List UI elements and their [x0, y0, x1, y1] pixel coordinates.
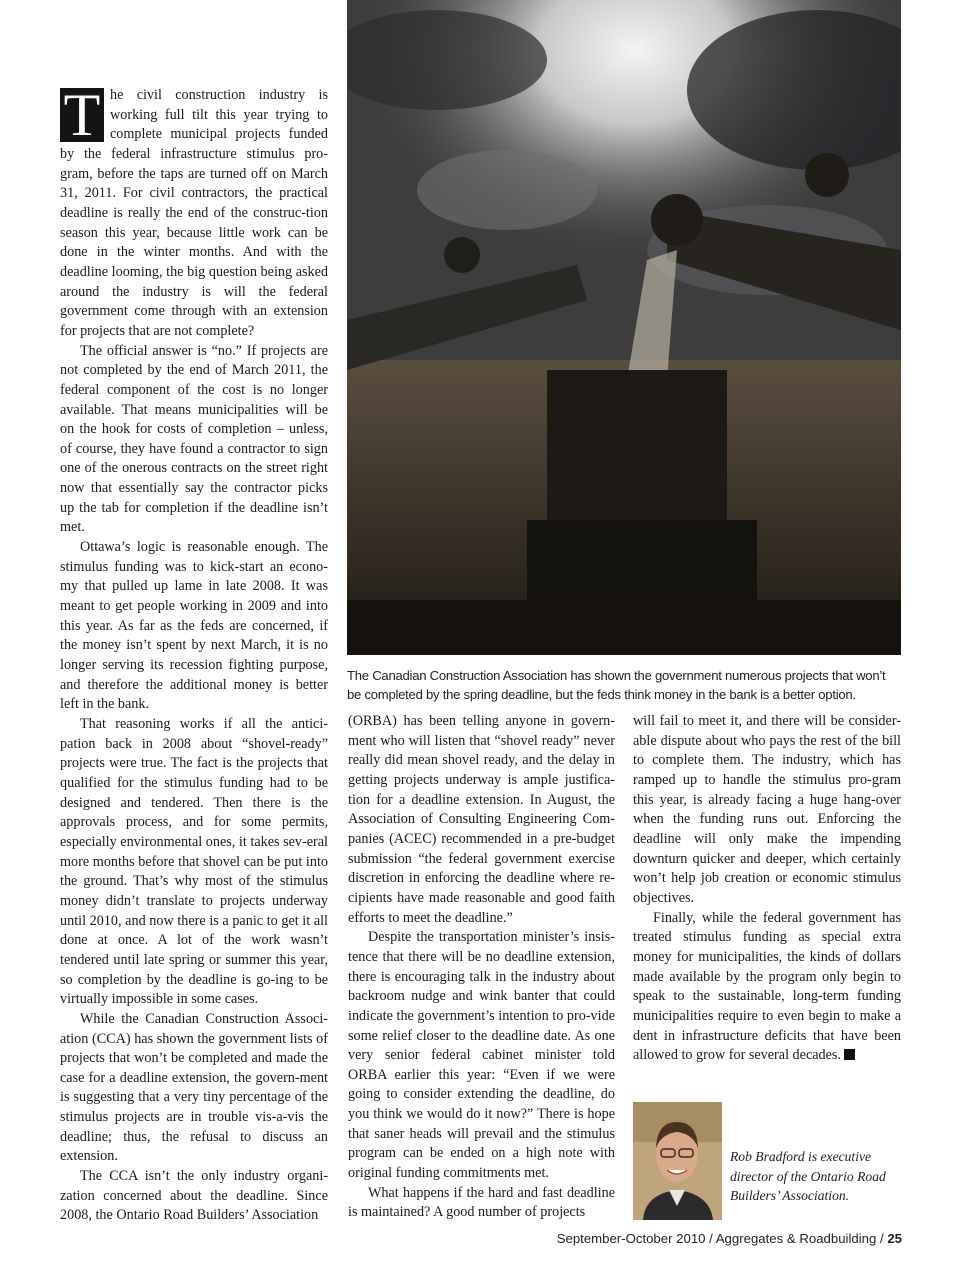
page-number: 25 — [887, 1231, 902, 1246]
paragraph: will fail to meet it, and there will be consider-able dispute about who pays the rest of the bill to complete them. The industry, which has ramped up to handle the stimulus pro-gram this year, is already facing a huge hang-over when the funding runs out. Enforcing the deadline will only make the impending downturn quicker and deeper, which certainly won’t help job creation or economic stimulus objectives. — [633, 713, 901, 906]
article-column-2 — [348, 712, 615, 1223]
paragraph: Ottawa’s logic is reasonable enough. The stimulus funding was to kick-start an econo-my that pulled up lame in late 2008. It was meant to get people working in 2009 and into this year. As far as the feds are concerned, if the money isn’t spent by next March, it is no longer serving its recession fighting purpose, and therefore the additional money is better left in the bank. — [60, 539, 328, 713]
paragraph: What happens if the hard and fast deadline is maintained? A good number of projects — [348, 1184, 615, 1221]
article-column-3 — [633, 712, 901, 1066]
author-headshot — [633, 1102, 722, 1220]
photo-caption: The Canadian Construction Association has shown the government numerous projects that won’t be completed by the spring deadline, but the feds think money in the bank is a better option. — [347, 668, 886, 702]
drop-cap: T — [60, 88, 104, 142]
conveyor-photo-image — [347, 0, 901, 655]
paragraph: Despite the transportation minister’s insis-tence that there will be no deadline extension, there is encouraging talk in the industry about backroom nudge and wink banter that could indicate the government’s intention to pro-vide some relief closer to the deadline date. As one very senior federal cabinet minister told ORBA earlier this year: “Even if we were going to consider extending the deadline, do you think we would do it now?” There is hope that saner heads will prevail and the stimulus program can be ended on a high note with original funding commitments met. — [348, 929, 615, 1182]
paragraph: (ORBA) has been telling anyone in govern-ment who will listen that “shovel ready” never really did mean shovel ready, and the delay in getting projects underway is ample justifica-tion for a deadline extension. In August, the Association of Consulting Engineering Com-panies (ACEC) recommended in a pre-budget submission “the federal government exercise discretion in enforcing the deadline where re-cipients have made reasonable and good faith efforts to meet the deadline.” — [348, 713, 615, 926]
paragraph — [633, 909, 901, 1066]
issue-line: September-October 2010 / Aggregates & Roadbuilding / — [556, 1231, 888, 1246]
paragraph-text: he civil construction industry is working full tilt this year trying to complete municipal projects funded by the federal infrastructure stimulus pro-gram, before the taps are turned off on March 31, 2011. For civil contractors, the practical deadline is really the end of the construc-tion season this year, because little work can be done in the winter months. And with the deadline looming, the big question being asked around the industry is will the federal government come through with an extension for projects that are not complete? — [60, 87, 328, 339]
page-footer — [557, 1231, 902, 1246]
author-bio: Rob Bradford is executive director of the Ontario Road Builders’ Association. — [730, 1149, 886, 1203]
paragraph: The CCA isn’t the only industry organi-zation concerned about the deadline. Since 2008, the Ontario Road Builders’ Association — [60, 1168, 328, 1224]
conveyor-photo — [347, 0, 901, 655]
paragraph: That reasoning works if all the antici-pation back in 2008 about “shovel-ready” projects were true. The fact is the projects that qualified for the stimulus funding had to be designed and tendered. Then there is the approvals process, and for some permits, especially environmental ones, it takes sev-eral more months before that shovel can be put into the ground. That’s why most of the stimulus money didn’t translate to projects underway until 2010, and now there is a panic to get it all done at once. A lot of the work wasn’t tendered until late spring or summer this year, so completion by the deadline is go-ing to be virtually impossible in some cases. — [60, 716, 328, 1008]
article-column-1 — [60, 82, 328, 1226]
paragraph-text: Finally, while the federal government has treated stimulus funding as special extra money for municipalities, the kinds of dollars made available by the program only begin to speak to the sustainable, long-term funding municipalities require to even begin to make a dent in infrastructure deficits that have been allowed to grow for several decades. — [633, 909, 901, 1064]
paragraph: While the Canadian Construction Associ-ation (CCA) has shown the government lists of projects that won’t be completed and made the case for a deadline extension, the govern-ment is suggesting that a very tiny percentage of the stimulus projects are in trouble vis-a-vis the deadline; thus, the refusal to discuss an extension. — [60, 1010, 328, 1165]
paragraph — [60, 82, 328, 342]
paragraph: The official answer is “no.” If projects are not completed by the end of March 2011, the federal component of the cost is no longer available. That means municipalities will be on the hook for costs of completion – unless, of course, they have found a contractor to sign one of the onerous contracts on the street right now that essentially say the contractor picks up the tab for completion if the deadline isn’t met. — [60, 342, 328, 536]
author-headshot-image — [633, 1102, 722, 1220]
end-mark-icon — [844, 1049, 855, 1060]
